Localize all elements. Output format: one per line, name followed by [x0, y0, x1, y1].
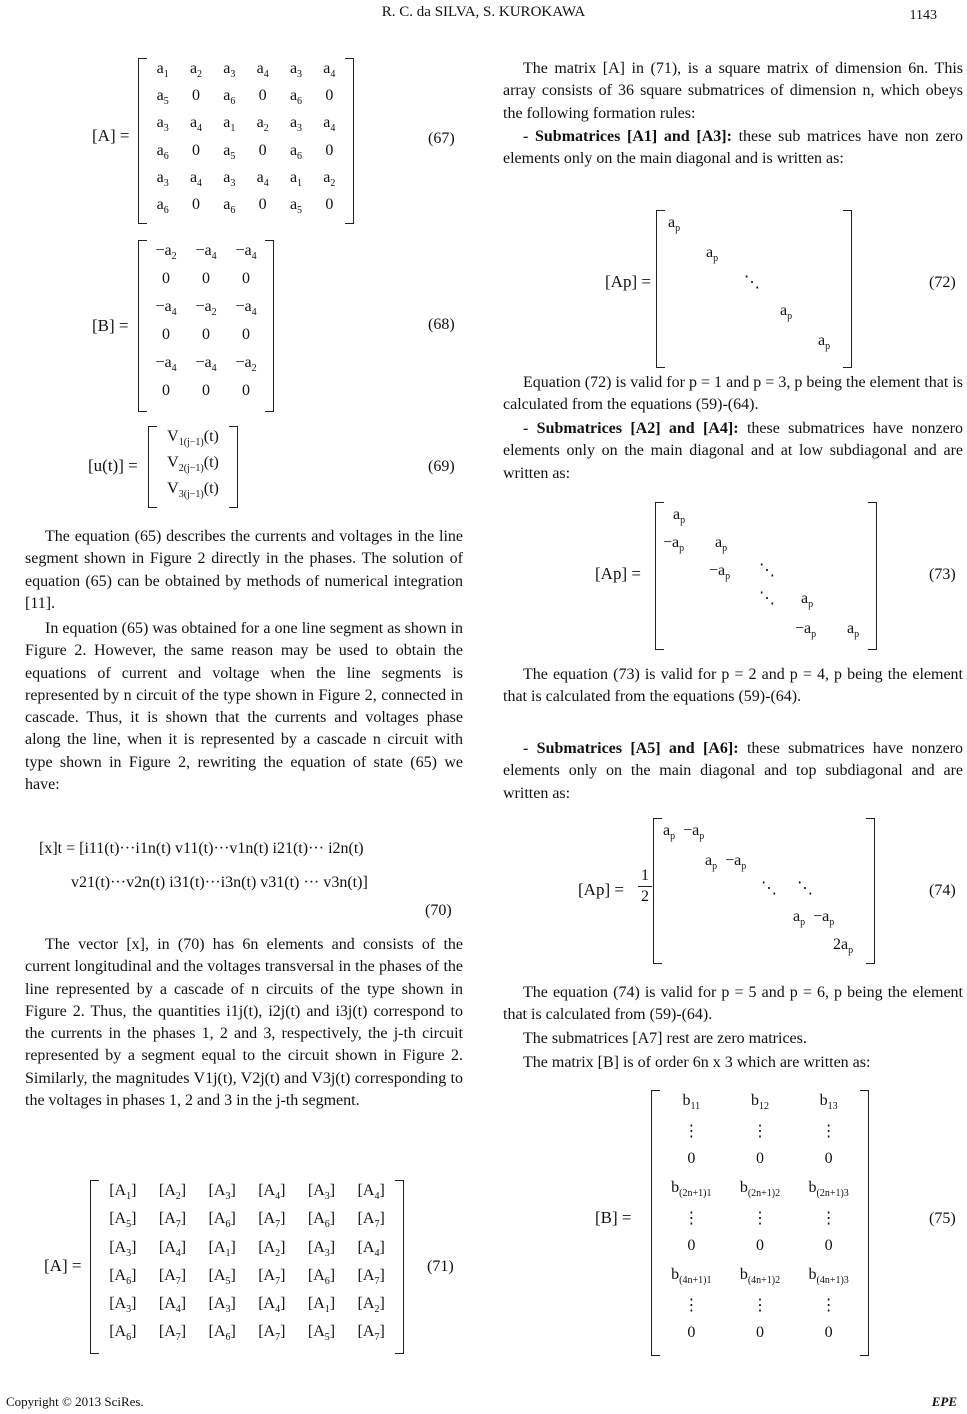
equation-75	[503, 1090, 965, 1358]
eq75-cell: 0	[824, 1237, 833, 1254]
eq68-cell: 0	[242, 382, 250, 399]
eq68-cell: $-a_2$	[235, 354, 257, 375]
paragraph-1: The equation (65) describes the currents and voltages in the line segment shown in Figure 2 directly in the phases. The solution of equation (65) can be obtained by methods of numerical integration [11].	[25, 528, 463, 612]
eq71-lhs: [A] =	[44, 1256, 82, 1275]
eq75-number: (75)	[929, 1210, 956, 1227]
eq71-cell: $[A_7]$	[158, 1323, 187, 1344]
eq71-cell: $[A_7]$	[158, 1266, 187, 1288]
eq75-cell: ⋮	[820, 1210, 837, 1227]
eq75-cell: 0	[687, 1237, 696, 1254]
eq67-cell: 0	[258, 195, 267, 213]
eq71-cell: $[A_1]$	[307, 1295, 336, 1316]
eq67-number: (67)	[428, 130, 455, 147]
paragraph-5: Equation (72) is valid for p = 1 and p = 3, p being the element that is calculated from the equations (59)-(64).	[503, 374, 963, 414]
eq67-cell: $a_6$	[289, 87, 303, 108]
rule-3-text: these submatrices have nonzero elements only on the main diagonal and top subdiagonal and are written as:	[503, 740, 964, 802]
eq68-number: (68)	[428, 316, 455, 333]
eq69-lhs: [u(t)] =	[88, 456, 138, 475]
eq71-cell: $[A_4]$	[258, 1182, 286, 1203]
eq67-cell: $a_2$	[189, 60, 203, 81]
eq67-cell: $a_2$	[323, 168, 336, 189]
copyright-notice: Copyright © 2013 SciRes.	[6, 1394, 144, 1409]
eq73-number: (73)	[929, 566, 956, 583]
eq69-number: (69)	[428, 458, 455, 475]
rule-2-heading: - Submatrices [A2] and [A4]:	[523, 420, 739, 437]
eq71-cell: $[A_7]$	[357, 1266, 385, 1288]
eq75-cell: $b_{13}$	[819, 1092, 838, 1113]
eq67-cell: $a_1$	[289, 168, 303, 189]
eq71-cell: $[A_2]$	[258, 1238, 286, 1259]
eq71-cell: $[A_7]$	[357, 1323, 385, 1344]
eq75-cell: ⋮	[683, 1297, 700, 1314]
eq67-cell: $a_4$	[256, 168, 269, 189]
eq67-cell: 0	[191, 141, 200, 159]
eq67-cell: $a_6$	[156, 195, 169, 217]
eq71-cell: $[A_4]$	[258, 1295, 286, 1316]
eq75-cell: $b_{(2n+1)3}$	[808, 1179, 849, 1200]
page-header	[0, 2, 967, 30]
eq68-cell: $-a_2$	[195, 298, 217, 319]
eq71-number: (71)	[427, 1258, 454, 1275]
eq67-cell: $a_1$	[223, 114, 236, 135]
rule-1-text: these sub matrices have non zero elements only on the main diagonal and is written as:	[503, 128, 964, 168]
paragraph-8: The submatrices [A7] rest are zero matrices.	[523, 1030, 807, 1047]
eq71-cell: $[A_5]$	[307, 1323, 336, 1344]
eq75-cell: $b_{(4n+1)1}$	[671, 1266, 712, 1287]
eq75-cell: 0	[824, 1150, 833, 1167]
submatrix-rule-2	[503, 418, 963, 485]
eq71-cell: $[A_4]$	[158, 1295, 187, 1316]
eq67-cell: $a_3$	[289, 114, 303, 135]
eq71-cell: $[A_3]$	[109, 1295, 137, 1316]
eq67-cell: $a_5$	[289, 195, 303, 217]
eq70-line1: [x]t = [i11(t)···i1n(t) v11(t)···v1n(t) i21(t)··· i2n(t)	[39, 840, 364, 857]
eq67-cell: $a_3$	[156, 168, 169, 189]
equation-73	[503, 502, 965, 652]
eq71-cell: $[A_1]$	[109, 1182, 137, 1203]
eq67-matrix	[138, 58, 354, 224]
eq71-cell: $[A_3]$	[307, 1182, 336, 1203]
eq67-cell: 0	[191, 87, 200, 105]
eq72-matrix: $a_p$ $a_p$ ⋱ $a_p$ $a_p$	[656, 210, 852, 368]
eq67-cell: $a_4$	[323, 114, 336, 135]
eq71-cell: $[A_3]$	[208, 1295, 236, 1316]
eq70-line2: v21(t)···v2n(t) i31(t)···i3n(t) v31(t) ··· v3n(t)]	[71, 874, 368, 891]
eq75-cell: 0	[687, 1324, 696, 1341]
eq71-cell: $[A_7]$	[158, 1210, 187, 1231]
eq71-cell: $[A_2]$	[158, 1182, 187, 1203]
eq71-matrix	[90, 1180, 404, 1354]
eq68-cell: 0	[162, 270, 170, 287]
eq68-cell: $-a_4$	[155, 298, 177, 319]
eq75-cell: ⋮	[751, 1210, 768, 1227]
eq74-fraction: 1 2	[638, 866, 652, 907]
eq75-cell: 0	[687, 1150, 696, 1167]
eq67-cell: $a_4$	[323, 60, 336, 81]
eq75-cell: $b_{11}$	[682, 1092, 701, 1113]
journal-abbrev: EPE	[931, 1394, 957, 1409]
eq75-cell: $b_{(2n+1)2}$	[739, 1179, 781, 1200]
eq73-lhs: [Ap] =	[595, 564, 641, 583]
eq71-cell: $[A_6]$	[307, 1266, 336, 1288]
eq67-cell: $a_4$	[189, 114, 203, 135]
eq68-cell: 0	[202, 326, 210, 343]
eq67-cell: 0	[325, 195, 334, 213]
eq67-cell: $a_5$	[156, 87, 169, 108]
eq71-cell: $[A_7]$	[357, 1210, 385, 1231]
submatrix-rule-1	[503, 126, 963, 171]
paragraph-7: The equation (74) is valid for p = 5 and p = 6, p being the element that is calculated from (59)-(64).	[503, 984, 963, 1024]
eq71-cell: $[A_4]$	[357, 1238, 385, 1259]
eq75-cell: $b_{(4n+1)2}$	[739, 1266, 781, 1287]
eq67-cell: $a_1$	[156, 60, 169, 81]
eq75-cell: ⋮	[820, 1297, 837, 1314]
eq69-matrix	[148, 426, 238, 508]
eq67-cell: $a_3$	[223, 60, 236, 81]
eq68-lhs: [B] =	[92, 316, 129, 335]
eq75-matrix	[651, 1090, 869, 1356]
rule-2-text: these submatrices have nonzero elements only on the main diagonal and at low subdiagonal and are written as:	[503, 420, 964, 482]
paragraph-4: The matrix [A] in (71), is a square matrix of dimension 6n. This array consists of 36 square submatrices of dimension n, which obeys the following formation rules:	[503, 60, 963, 122]
eq67-cell: 0	[258, 141, 267, 159]
eq72-number: (72)	[929, 274, 956, 291]
eq75-cell: ⋮	[683, 1210, 700, 1227]
eq68-cell: 0	[202, 382, 210, 399]
eq71-cell: $[A_6]$	[307, 1210, 336, 1231]
page-number: 1143	[909, 8, 937, 23]
eq71-cell: $[A_6]$	[208, 1323, 236, 1344]
eq68-cell: 0	[162, 382, 170, 399]
eq68-cell: $-a_2$	[155, 242, 177, 263]
eq75-cell: $b_{(2n+1)1}$	[671, 1179, 712, 1200]
eq68-cell: $-a_4$	[195, 242, 217, 263]
eq68-cell: $-a_4$	[195, 354, 217, 375]
paragraph-2: In equation (65) was obtained for a one line segment as shown in Figure 2. However, the same reason may be used to obtain the equations of current and voltage when the line segments is represented by n circuit of the type shown in Figure 2, connected in cascade. Thus, it is shown that the currents and voltages phase along the line, when it is represented by a cascade n circuit with type shown in Figure 2, rewriting the equation of state (65) we have:	[25, 620, 463, 794]
equation-74	[503, 818, 965, 966]
equation-69	[88, 426, 468, 510]
eq75-cell: ⋮	[751, 1297, 768, 1314]
eq71-cell: $[A_7]$	[258, 1210, 286, 1231]
eq71-cell: $[A_3]$	[208, 1182, 236, 1203]
eq75-cell: 0	[755, 1150, 764, 1167]
equation-71	[40, 1180, 465, 1356]
eq71-cell: $[A_3]$	[307, 1238, 336, 1259]
eq70-number: (70)	[425, 902, 452, 919]
eq67-cell: $a_4$	[256, 60, 269, 81]
eq74-lhs: [Ap] =	[578, 880, 624, 899]
rule-1-heading: - Submatrices [A1] and [A3]:	[523, 128, 732, 145]
equation-68	[88, 240, 468, 412]
eq68-cell: $-a_4$	[155, 354, 177, 375]
eq71-cell: $[A_5]$	[109, 1210, 137, 1231]
eq71-cell: $[A_7]$	[258, 1323, 286, 1344]
eq67-cell: 0	[325, 87, 334, 105]
eq68-cell: $-a_4$	[235, 298, 257, 319]
eq75-cell: 0	[755, 1237, 764, 1254]
eq68-cell: 0	[242, 326, 250, 343]
eq67-cell: $a_6$	[156, 141, 169, 162]
submatrix-rule-3	[503, 738, 963, 805]
eq67-cell: $a_6$	[289, 141, 303, 162]
eq72-lhs: [Ap] =	[605, 272, 651, 291]
eq68-cell: 0	[162, 326, 170, 343]
eq68-cell: 0	[242, 270, 250, 287]
eq67-cell: $a_2$	[256, 114, 269, 135]
eq71-cell: $[A_4]$	[158, 1238, 187, 1259]
equation-70	[25, 840, 465, 924]
eq67-cell: $a_3$	[223, 168, 236, 189]
rule-3-heading: - Submatrices [A5] and [A6]:	[523, 740, 739, 757]
eq68-cell: $-a_4$	[235, 242, 257, 263]
equation-72	[503, 210, 965, 370]
eq75-cell: ⋮	[820, 1123, 837, 1140]
eq75-cell: $b_{12}$	[750, 1092, 769, 1113]
paragraph-9: The matrix [B] is of order 6n x 3 which are written as:	[523, 1054, 871, 1071]
eq71-cell: $[A_6]$	[109, 1323, 137, 1344]
eq75-cell: $b_{(4n+1)3}$	[808, 1266, 849, 1287]
eq68-matrix	[138, 240, 274, 412]
eq71-cell: $[A_5]$	[208, 1266, 236, 1288]
eq71-cell: $[A_2]$	[357, 1295, 385, 1316]
running-title: R. C. da SILVA, S. KUROKAWA	[381, 4, 586, 20]
eq67-cell: 0	[191, 195, 200, 213]
eq69-cell: $V_{3(j-1)}(t)$	[167, 480, 219, 501]
eq71-cell: $[A_7]$	[258, 1266, 286, 1288]
eq71-cell: $[A_4]$	[357, 1182, 385, 1203]
eq67-cell: $a_6$	[223, 87, 236, 108]
eq67-cell: $a_6$	[223, 195, 236, 217]
eq69-cell: $V_{1(j-1)}(t)$	[167, 428, 219, 449]
eq71-cell: $[A_6]$	[109, 1266, 137, 1288]
eq75-cell: 0	[755, 1324, 764, 1341]
paragraph-3: The vector [x], in (70) has 6n elements and consists of the current longitudinal and the voltages transversal in the phases of the line represented by a cascade of n circuits of the type shown in Figure 2. Thus, the quantities i1j(t), i2j(t) and i3j(t) correspond to the currents in the phases 1, 2 and 3, respectively, the j-th circuit represented by a segment equal to the circuit shown in Figure 2. Similarly, the magnitudes V1j(t), V2j(t) and V3j(t) corresponding to the voltages in phases 1, 2 and 3 in the j-th segment.	[25, 936, 463, 1110]
eq75-cell: 0	[824, 1324, 833, 1341]
eq67-cell: $a_4$	[189, 168, 203, 189]
eq73-matrix: $a_p$ $-a_p$ $a_p$ $-a_p$ ⋱ ⋱ $a_p$ $-a_p$ $a_p$	[655, 502, 877, 650]
eq71-cell: $[A_6]$	[208, 1210, 236, 1231]
eq71-cell: $[A_3]$	[109, 1238, 137, 1259]
eq67-cell: $a_3$	[156, 114, 169, 135]
eq68-cell: 0	[202, 270, 210, 287]
equation-67	[88, 58, 468, 226]
eq69-cell: $V_{2(j-1)}(t)$	[167, 454, 219, 475]
eq67-cell: $a_5$	[223, 141, 236, 162]
eq75-lhs: [B] =	[595, 1208, 632, 1227]
eq75-cell: ⋮	[683, 1123, 700, 1140]
eq71-cell: $[A_1]$	[208, 1238, 236, 1259]
eq67-cell: 0	[258, 87, 267, 105]
eq74-matrix: $a_p -a_p$ $a_p -a_p$ ⋱ ⋱ $a_p -a_p$ $2a_p$	[653, 818, 875, 964]
eq67-cell: 0	[325, 141, 334, 159]
eq67-lhs: [A] =	[92, 126, 130, 145]
eq67-cell: $a_3$	[289, 60, 303, 81]
eq74-number: (74)	[929, 882, 956, 899]
paragraph-6: The equation (73) is valid for p = 2 and p = 4, p being the element that is calculated from the equations (59)-(64).	[503, 666, 963, 706]
eq75-cell: ⋮	[751, 1123, 768, 1140]
